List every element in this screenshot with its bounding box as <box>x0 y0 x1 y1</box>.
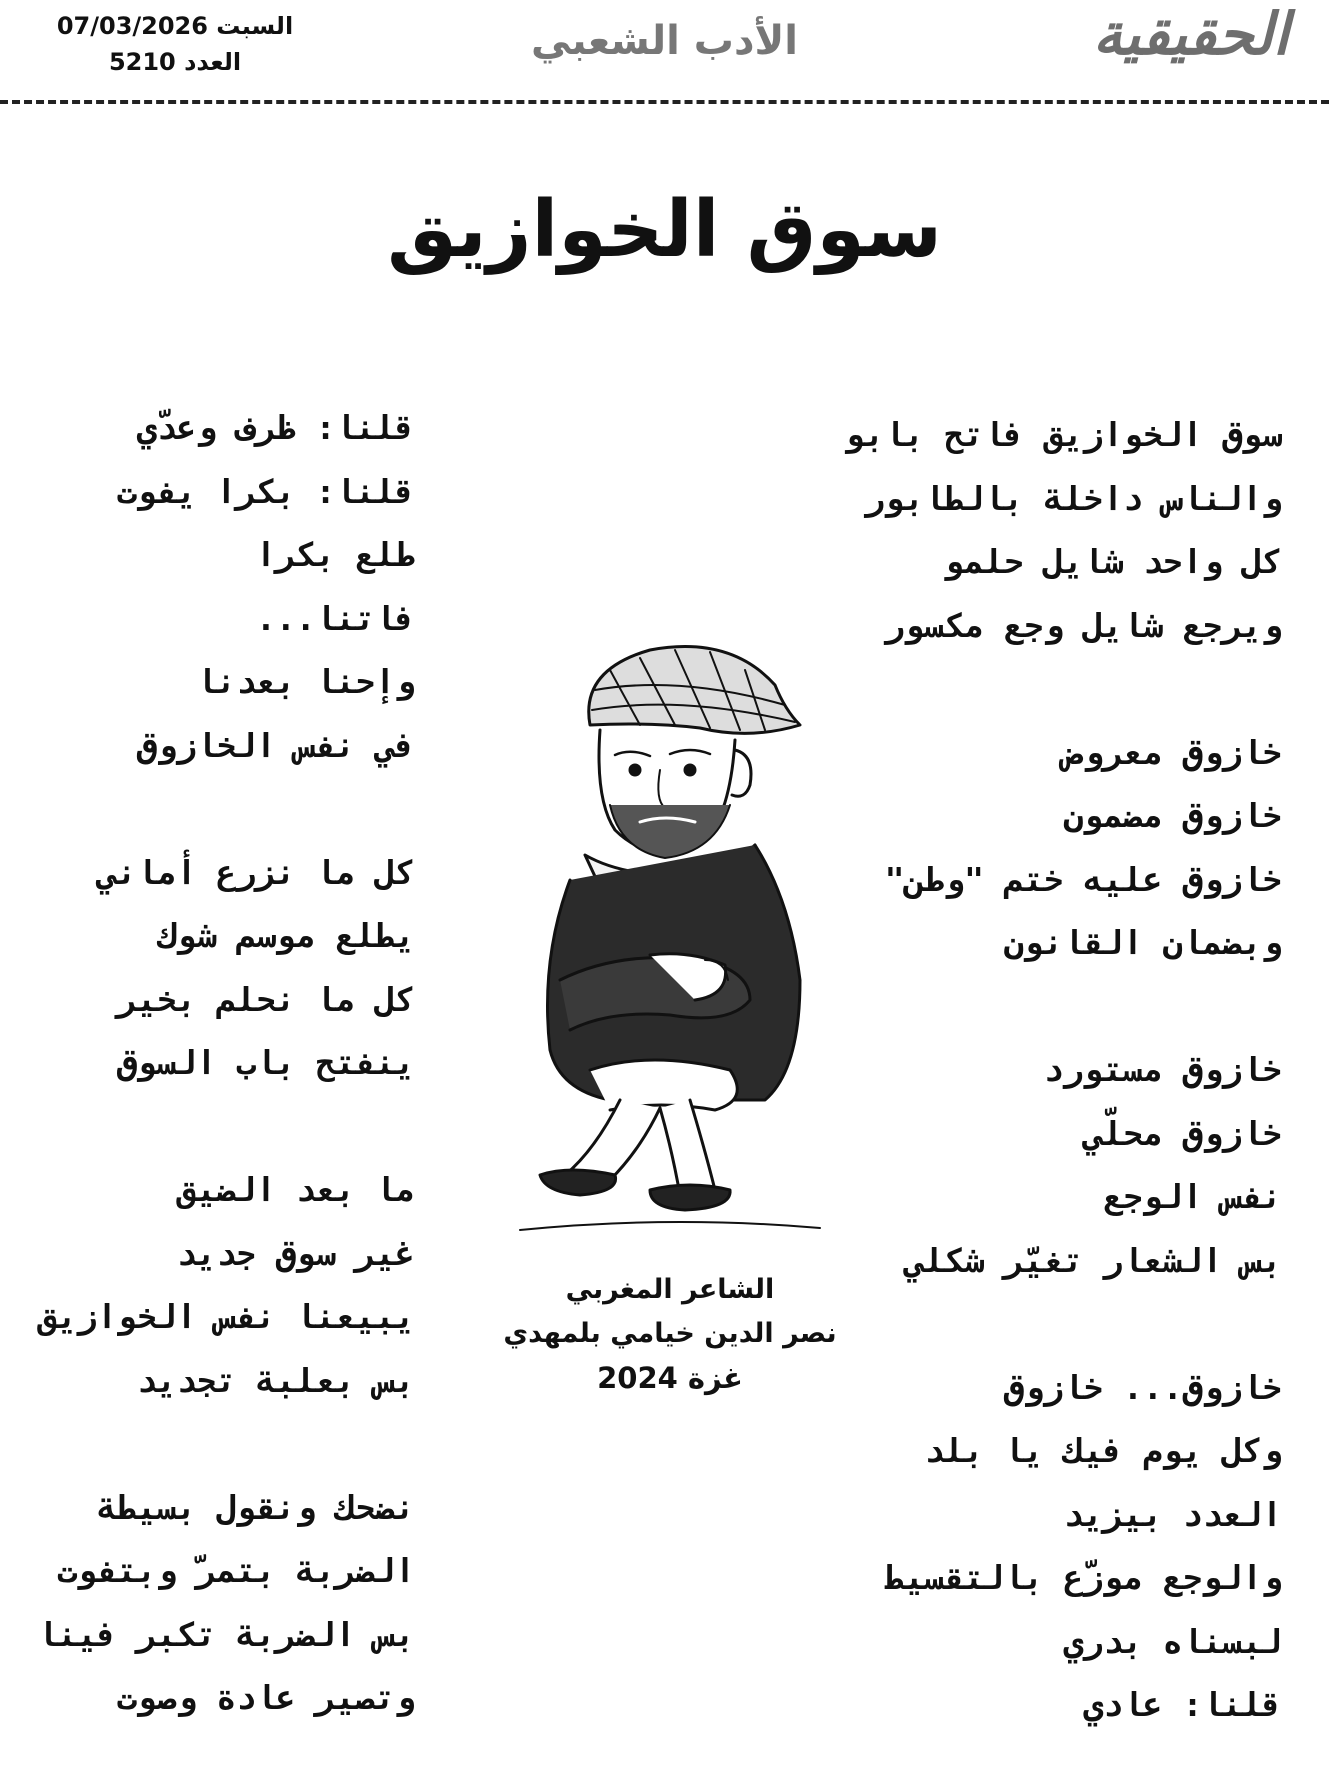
poem-line: كل واحد شايل حلمو <box>944 542 1282 581</box>
poem-line: فاتنا... <box>256 598 415 638</box>
poem-line: والناس داخلة بالطابور <box>864 478 1282 518</box>
poem-line: كل ما نحلم بخير <box>116 979 415 1019</box>
poem-line: خازوق محلّي <box>1083 1113 1282 1153</box>
poem-line: بس الضربة تكبر فينا <box>37 1614 415 1654</box>
poem-left-column <box>15 396 415 1730</box>
poem-line: خازوق مستورد <box>1043 1050 1282 1089</box>
stanza-gap <box>15 1095 415 1159</box>
poem-line: ويرجع شايل وجع مكسور <box>884 605 1282 645</box>
caption-place-year: غزة 2024 <box>597 1361 743 1395</box>
poem-line: يبيعنا نفس الخوازيق <box>37 1297 415 1336</box>
caption-poet-name: نصر الدين خيامي بلمهدي <box>503 1318 837 1349</box>
poem-line: قلنا: بكرا يفوت <box>116 471 415 511</box>
poem-line: العدد بيزيد <box>1063 1494 1282 1534</box>
caption-nationality: الشاعر المغربي <box>565 1274 775 1305</box>
poem-line: غير سوق جديد <box>176 1233 415 1273</box>
issue-date: السبت 07/03/2026 <box>56 12 294 40</box>
dashed-divider <box>0 100 1329 104</box>
poem-line: ما بعد الضيق <box>176 1170 415 1209</box>
poem-line: لبسناه بدري <box>1063 1621 1282 1661</box>
poem-line: بس الشعار تغيّر شكلي <box>904 1240 1282 1280</box>
poem-line: الضربة بتمرّ وبتفوت <box>57 1551 415 1590</box>
poem-line: نفس الوجع <box>1103 1177 1282 1216</box>
poem-line: والوجع موزّع بالتقسيط <box>884 1558 1282 1597</box>
poem-line: بس بعلبة تجديد <box>136 1360 415 1400</box>
poet-illustration <box>500 630 850 1240</box>
poem-line: سوق الخوازيق فاتح بابو <box>844 415 1282 454</box>
newspaper-logo: الحقيقية <box>1092 0 1289 68</box>
poet-caption <box>475 1268 865 1400</box>
poem-line: وبضمان القانون <box>1003 923 1282 962</box>
poem-title: سوق الخوازيق <box>387 185 942 275</box>
poem-line: نضحك ونقول بسيطة <box>97 1487 415 1527</box>
poem-line: ينفتح باب السوق <box>116 1043 415 1082</box>
poem-line: خازوق عليه ختم "وطن" <box>884 859 1282 899</box>
poem-line: طلع بكرا <box>256 535 415 574</box>
stanza-gap <box>15 1412 415 1476</box>
poem-line: كل ما نزرع أماني <box>97 852 415 892</box>
poem-line: في نفس الخازوق <box>136 725 415 765</box>
poem-line: خازوق معروض <box>1063 732 1282 772</box>
poem-line: وكل يوم فيك يا بلد <box>924 1431 1282 1470</box>
date-issue-block <box>45 8 305 80</box>
poem-line: يطلع موسم شوك <box>156 916 415 955</box>
poem-line: قلنا: عادي <box>1083 1685 1282 1724</box>
poem-line: قلنا: ظرف وعدّي <box>136 408 415 447</box>
stanza-gap <box>15 777 415 841</box>
poem-line: وإحنا بعدنا <box>196 662 415 701</box>
poem-line: خازوق... خازوق <box>1003 1367 1282 1407</box>
issue-number: العدد 5210 <box>108 48 242 76</box>
section-title: الأدب الشعبي <box>531 18 798 64</box>
poem-line: خازوق مضمون <box>1063 796 1282 835</box>
poem-line: وتصير عادة وصوت <box>116 1678 415 1717</box>
